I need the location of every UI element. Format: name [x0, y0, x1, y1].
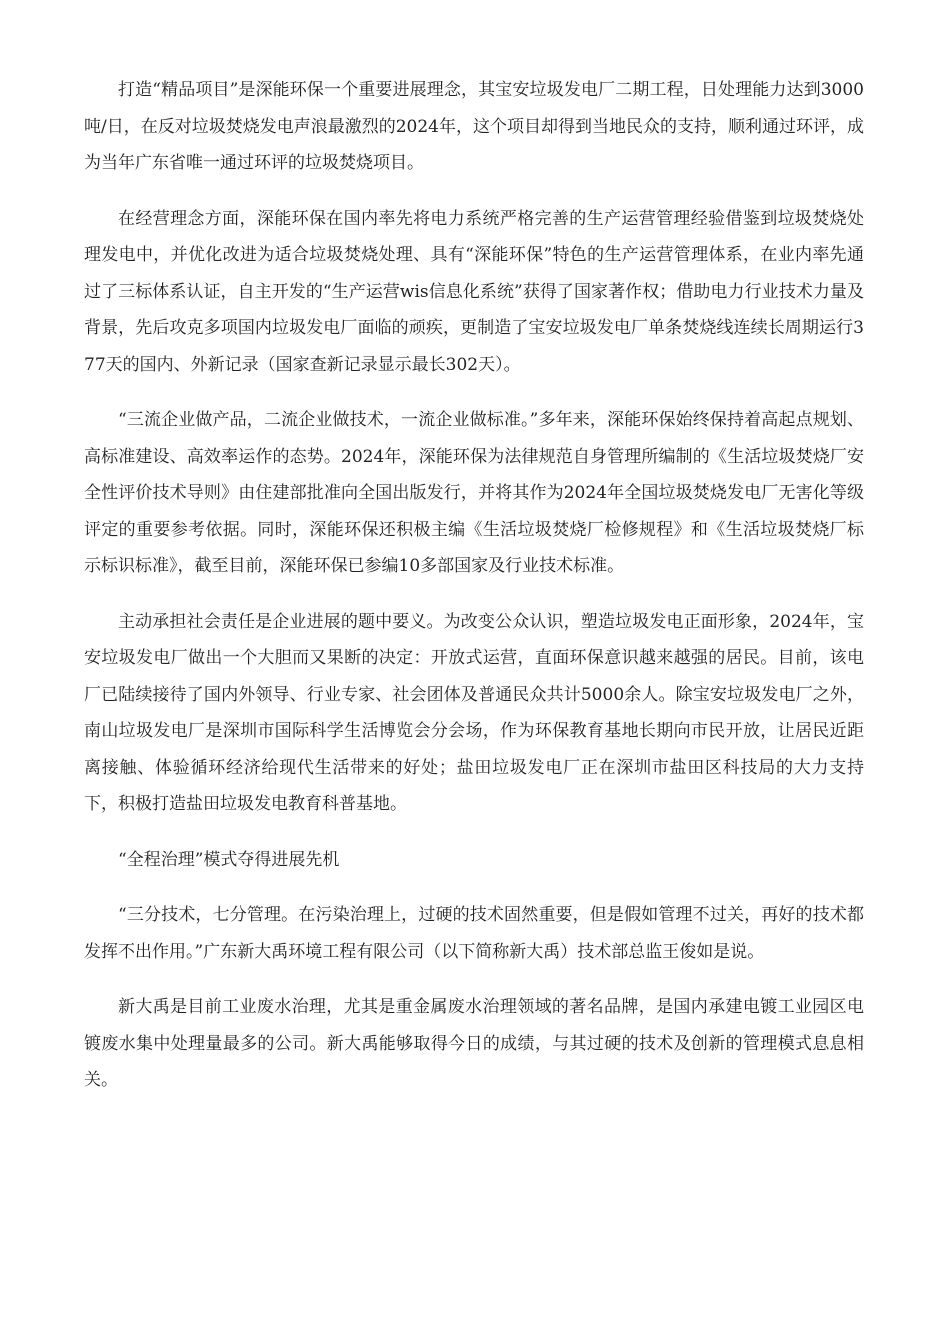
- paragraph: 新大禹是目前工业废水治理，尤其是重金属废水治理领域的著名品牌，是国内承建电镀工业园区电镀废水集中处理量最多的公司。新大禹能够取得今日的成绩，与其过硬的技术及创新的管理模式息息相关。: [84, 997, 864, 1090]
- paragraph: 打造“精品项目”是深能环保一个重要进展理念，其宝安垃圾发电厂二期工程，日处理能力达到3000吨/日，在反对垃圾焚烧发电声浪最激烈的2024年，这个项目却得到当地民众的支持，顺利通过环评，成为当年广东省唯一通过环评的垃圾焚烧项目。: [84, 80, 864, 173]
- document-page: [84, 72, 864, 1118]
- paragraph: 在经营理念方面，深能环保在国内率先将电力系统严格完善的生产运营管理经验借鉴到垃圾焚烧处理发电中，并优化改进为适合垃圾焚烧处理、具有“深能环保”特色的生产运营管理体系，在业内率先通过了三标体系认证，自主开发的“生产运营wis信息化系统”获得了国家著作权；借助电力行业技术力量及背景，先后攻克多项国内垃圾发电厂面临的顽疾，更制造了宝安垃圾发电厂单条焚烧线连续长周期运行377天的国内、外新记录（国家查新记录显示最长302天）。: [84, 208, 864, 375]
- paragraph: “三流企业做产品，二流企业做技术，一流企业做标准。”多年来，深能环保始终保持着高起点规划、高标准建设、高效率运作的态势。2024年，深能环保为法律规范自身管理所编制的《生活垃圾焚烧厂安全性评价技术导则》由住建部批准向全国出版发行，并将其作为2024年全国垃圾焚烧发电厂无害化等级评定的重要参考依据。同时，深能环保还积极主编《生活垃圾焚烧厂检修规程》和《生活垃圾焚烧厂标示标识标准》，截至目前，深能环保已参编10多部国家及行业技术标准。: [84, 410, 864, 576]
- section-heading: “全程治理”模式夺得进展先机: [118, 849, 340, 870]
- paragraph: 主动承担社会责任是企业进展的题中要义。为改变公众认识，塑造垃圾发电正面形象，2024年，宝安垃圾发电厂做出一个大胆而又果断的决定：开放式运营，直面环保意识越来越强的居民。目前，该电厂已陆续接待了国内外领导、行业专家、社会团体及普通民众共计5000余人。除宝安垃圾发电厂之外，南山垃圾发电厂是深圳市国际科学生活博览会分会场，作为环保教育基地长期向市民开放，让居民近距离接触、体验循环经济给现代生活带来的好处；盐田垃圾发电厂正在深圳市盐田区科技局的大力支持下，积极打造盐田垃圾发电教育科普基地。: [84, 611, 864, 814]
- paragraph: “三分技术，七分管理。在污染治理上，过硬的技术固然重要，但是假如管理不过关，再好的技术都发挥不出作用。”广东新大禹环境工程有限公司（以下简称新大禹）技术部总监王俊如是说。: [84, 905, 864, 962]
